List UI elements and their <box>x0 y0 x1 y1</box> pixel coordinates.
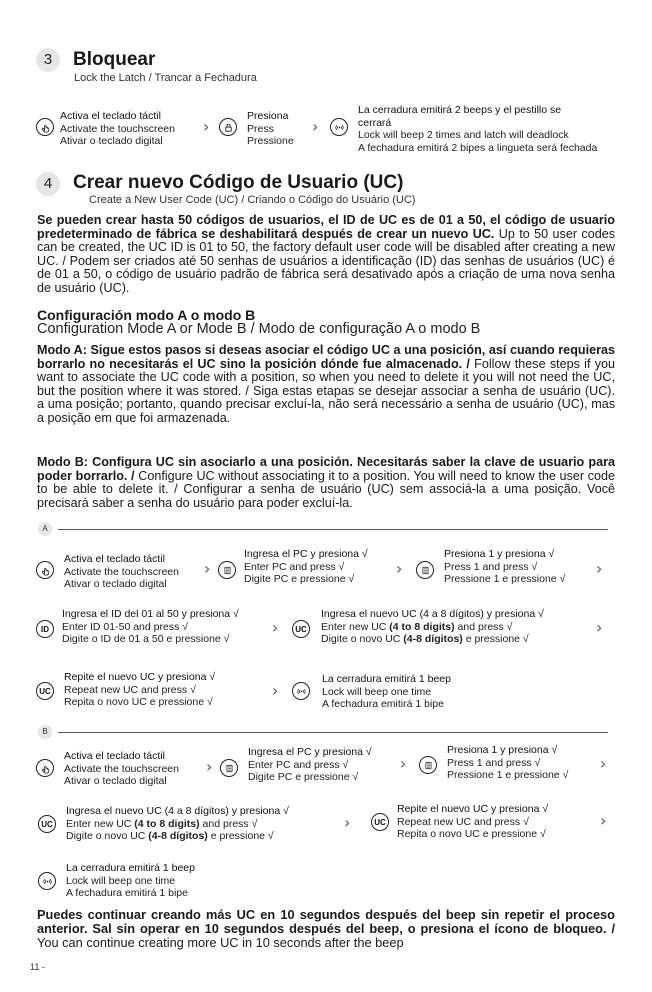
step-line-es: Presiona 1 y presiona √ <box>444 548 555 560</box>
step-line-es: Ingresa el nuevo UC (4 a 8 dígitos) y presiona √ <box>66 805 289 817</box>
step-line-pt: A fechadura emitirá 2 bipes a lingueta será fechada <box>358 141 598 154</box>
step-text-bold: (4-8 dígitos) <box>148 830 208 842</box>
section-title: Bloquear <box>73 49 156 70</box>
mode-a-text: Follow these steps if you want to associate the UC code with a position, so when you need to delete it you will not need the UC, but the position where it was stored. / Siga estas etapas se desejar associar a senha de usuário (UC). a uma posição; portanto, quando precisar excluí-la, não será necessário a senha de usuário (UC), mas a posição em que foi armazenada. <box>37 356 616 425</box>
chevron-right-icon: › <box>312 117 319 136</box>
step-enter-pc <box>248 746 372 784</box>
step-text: Enter new UC <box>321 620 390 633</box>
chevron-right-icon: › <box>400 754 407 773</box>
section-subtitle: Lock the Latch / Trancar a Fechadura <box>74 72 257 84</box>
step-line-es: Repite el nuevo UC y presiona √ <box>397 803 549 815</box>
uc-icon: UC <box>36 682 54 700</box>
chevron-right-icon: › <box>272 681 279 700</box>
step-line-pt: Ativar o teclado digital <box>64 775 167 787</box>
uc-icon: UC <box>371 813 389 831</box>
intro-bold: Se pueden crear hasta 50 códigos de usuarios, el ID de UC es de 01 a 50, el código de usuario predeterminado de fábrica se deshabilitará después de crear un nuevo UC. <box>37 213 615 241</box>
step-line-en: Activate the touchscreen <box>60 122 175 135</box>
step-press <box>247 110 294 148</box>
step-line-es: Ingresa el nuevo UC (4 a 8 dígitos) y presiona √ <box>321 608 544 620</box>
step-line-pt <box>321 633 544 646</box>
step-line-en <box>66 818 289 831</box>
mode-b-bold: Modo B: Configura UC sin asociarlo a una posición. Necesitarás saber la clave de usuario para poder borrarlo. / <box>37 455 615 483</box>
step-repeat-uc <box>397 803 548 841</box>
config-title: Configuración modo A o modo B <box>37 307 256 323</box>
step-line-es: Activa el teclado táctil <box>64 553 165 565</box>
step-line-en: Activate the touchscreen <box>64 762 179 775</box>
step-activate <box>60 110 175 148</box>
step-text: Digite o novo UC <box>321 633 404 645</box>
section-subtitle: Create a New User Code (UC) / Criando o Código do Usuário (UC) <box>89 194 416 206</box>
step-line-pt: Pressione 1 e pressione √ <box>447 769 569 781</box>
chevron-right-icon: › <box>203 117 210 136</box>
step-line-es: Ingresa el PC y presiona √ <box>248 746 372 758</box>
step-repeat-uc <box>64 671 215 709</box>
keypad-icon <box>220 759 238 777</box>
keypad-icon <box>419 756 437 774</box>
footer-bold: Puedes continuar creando más UC en 10 segundos después del beep sin repetir el proceso anterior. Sal sin operar en 10 segundos después del beep, o presiona el ícono de bloqueo. / <box>37 907 615 937</box>
chevron-right-icon: › <box>596 618 603 637</box>
step-enter-new-uc <box>66 805 289 843</box>
hand-touch-icon <box>36 118 54 136</box>
step-press-1 <box>444 548 565 586</box>
mode-b-text: Configure UC without associating it to a position. You will need to know the user code to be able to delete it. / Configurar a senha de usuário (UC) sem associá-la a uma posição. Você precisará saber a senha do usuário para poder excluí-la. <box>37 468 616 510</box>
keypad-icon <box>218 561 236 579</box>
uc-icon: UC <box>38 815 56 833</box>
step-line-es: La cerradura emitirá 1 beep <box>322 673 451 685</box>
step-line-en: Lock will beep one time <box>322 685 432 698</box>
step-press-1 <box>447 744 568 782</box>
section-number: 4 <box>36 172 60 196</box>
divider <box>58 529 608 530</box>
step-line-en: Press 1 and press √ <box>444 560 538 573</box>
step-enter-new-uc <box>321 608 544 646</box>
intro-text: Up to 50 user codes can be created, the UC ID is 01 to 50, the factory default user code will be disabled after creating a new UC. / Podem ser criados até 50 senhas de usuários a identificação (ID) das senhas de usuários (UC) é de 01 a 50, o código de usuário padrão de fábrica será desativado após a criação de uma nova senha de usuário (UC). <box>37 226 616 295</box>
step-line-pt: Repita o novo UC e pressione √ <box>64 696 213 708</box>
chevron-right-icon: › <box>596 559 603 578</box>
step-line-es: Repite el nuevo UC y presiona √ <box>64 671 216 683</box>
chevron-right-icon: › <box>600 754 607 773</box>
chevron-right-icon: › <box>396 559 403 578</box>
step-line-pt: A fechadura emitirá 1 bipe <box>66 887 188 899</box>
id-icon: ID <box>36 620 54 638</box>
step-line-pt <box>66 830 289 843</box>
divider <box>58 732 608 733</box>
step-lock-beep <box>358 104 597 154</box>
step-line-pt: Pressione <box>247 135 294 147</box>
intro-paragraph <box>37 214 615 296</box>
step-text: and press √ <box>454 620 513 633</box>
step-enter-id <box>62 608 239 646</box>
step-line-es: Activa el teclado táctil <box>64 750 165 762</box>
step-line-pt: A fechadura emitirá 1 bipe <box>322 698 444 710</box>
beep-icon <box>38 872 56 890</box>
step-beep-once <box>322 673 451 711</box>
step-text: Enter new UC <box>66 817 135 830</box>
step-activate <box>64 553 179 591</box>
keypad-icon <box>416 561 434 579</box>
step-line-es: Ingresa el PC y presiona √ <box>244 548 368 560</box>
step-line-pt: Pressione 1 e pressione √ <box>444 573 566 585</box>
step-line-en: Press 1 and press √ <box>447 756 541 769</box>
config-subtitle: Configuration Mode A or Mode B / Modo de configuração A o modo B <box>37 321 481 337</box>
step-line-es: La cerradura emitirá 2 beeps y el pestillo se <box>358 104 562 116</box>
step-line-es: Presiona <box>247 110 289 122</box>
chevron-right-icon: › <box>206 757 213 776</box>
beep-icon <box>330 118 348 136</box>
step-line-es: Activa el teclado táctil <box>60 110 161 122</box>
mode-a-bold: Modo A: Sigue estos pasos si deseas asociar el código UC a una posición, así cuando requieras borrarlo no necesitarás el UC sino la posición dónde fue almacenado. / <box>37 343 615 371</box>
step-activate <box>64 750 179 788</box>
step-line-es: Ingresa el ID del 01 al 50 y presiona √ <box>62 608 239 620</box>
step-line-en: Enter PC and press √ <box>248 758 349 771</box>
step-line-pt: Digite o ID de 01 a 50 e pressione √ <box>62 633 230 645</box>
step-text: e pressione √ <box>462 633 529 645</box>
step-line-en: Lock will beep 2 times and latch will deadlock <box>358 129 569 141</box>
step-line-pt: Digite PC e pressione √ <box>248 771 359 783</box>
step-line-en: Enter PC and press √ <box>244 560 345 573</box>
step-line-en <box>321 621 544 634</box>
step-beep-once <box>66 862 195 900</box>
mode-b-paragraph <box>37 456 615 510</box>
chevron-right-icon: › <box>272 618 279 637</box>
block-a-marker: A <box>38 522 52 536</box>
block-b-marker: B <box>38 725 52 739</box>
uc-icon: UC <box>292 620 310 638</box>
beep-icon <box>292 682 310 700</box>
step-line-es: La cerradura emitirá 1 beep <box>66 862 195 874</box>
chevron-right-icon: › <box>344 813 351 832</box>
footer-text: You can continue creating more UC in 10 seconds after the beep <box>37 935 404 951</box>
step-line-en: Enter ID 01-50 and press √ <box>62 620 188 633</box>
step-text: Digite o novo UC <box>66 830 149 842</box>
step-text: and press √ <box>199 817 258 830</box>
lock-icon <box>219 118 237 136</box>
step-line-en: Repeat new UC and press √ <box>397 815 529 828</box>
step-line-en: Repeat new UC and press √ <box>64 683 196 696</box>
step-text-bold: (4-8 dígitos) <box>403 633 463 645</box>
step-line-pt: Ativar o teclado digital <box>60 135 163 147</box>
step-text-bold: (4 to 8 digits) <box>389 620 455 633</box>
mode-a-paragraph <box>37 344 615 426</box>
step-enter-pc <box>244 548 368 586</box>
footer-paragraph <box>37 908 615 951</box>
step-text-bold: (4 to 8 digits) <box>134 817 200 830</box>
section-title: Crear nuevo Código de Usuario (UC) <box>73 172 404 193</box>
step-line-es-cont: cerrará <box>358 116 392 129</box>
chevron-right-icon: › <box>600 811 607 830</box>
page-number: 11 - <box>30 962 45 972</box>
step-text: e pressione √ <box>207 830 274 842</box>
hand-touch-icon <box>36 759 54 777</box>
step-line-en: Activate the touchscreen <box>64 565 179 578</box>
hand-touch-icon <box>36 561 54 579</box>
step-line-en: Press <box>247 122 274 135</box>
chevron-right-icon: › <box>204 559 211 578</box>
step-line-pt: Ativar o teclado digital <box>64 578 167 590</box>
step-line-pt: Repita o novo UC e pressione √ <box>397 828 546 840</box>
step-line-es: Presiona 1 y presiona √ <box>447 744 558 756</box>
step-line-pt: Digite PC e pressione √ <box>244 573 355 585</box>
step-line-en: Lock will beep one time <box>66 874 176 887</box>
section-number: 3 <box>36 48 60 72</box>
